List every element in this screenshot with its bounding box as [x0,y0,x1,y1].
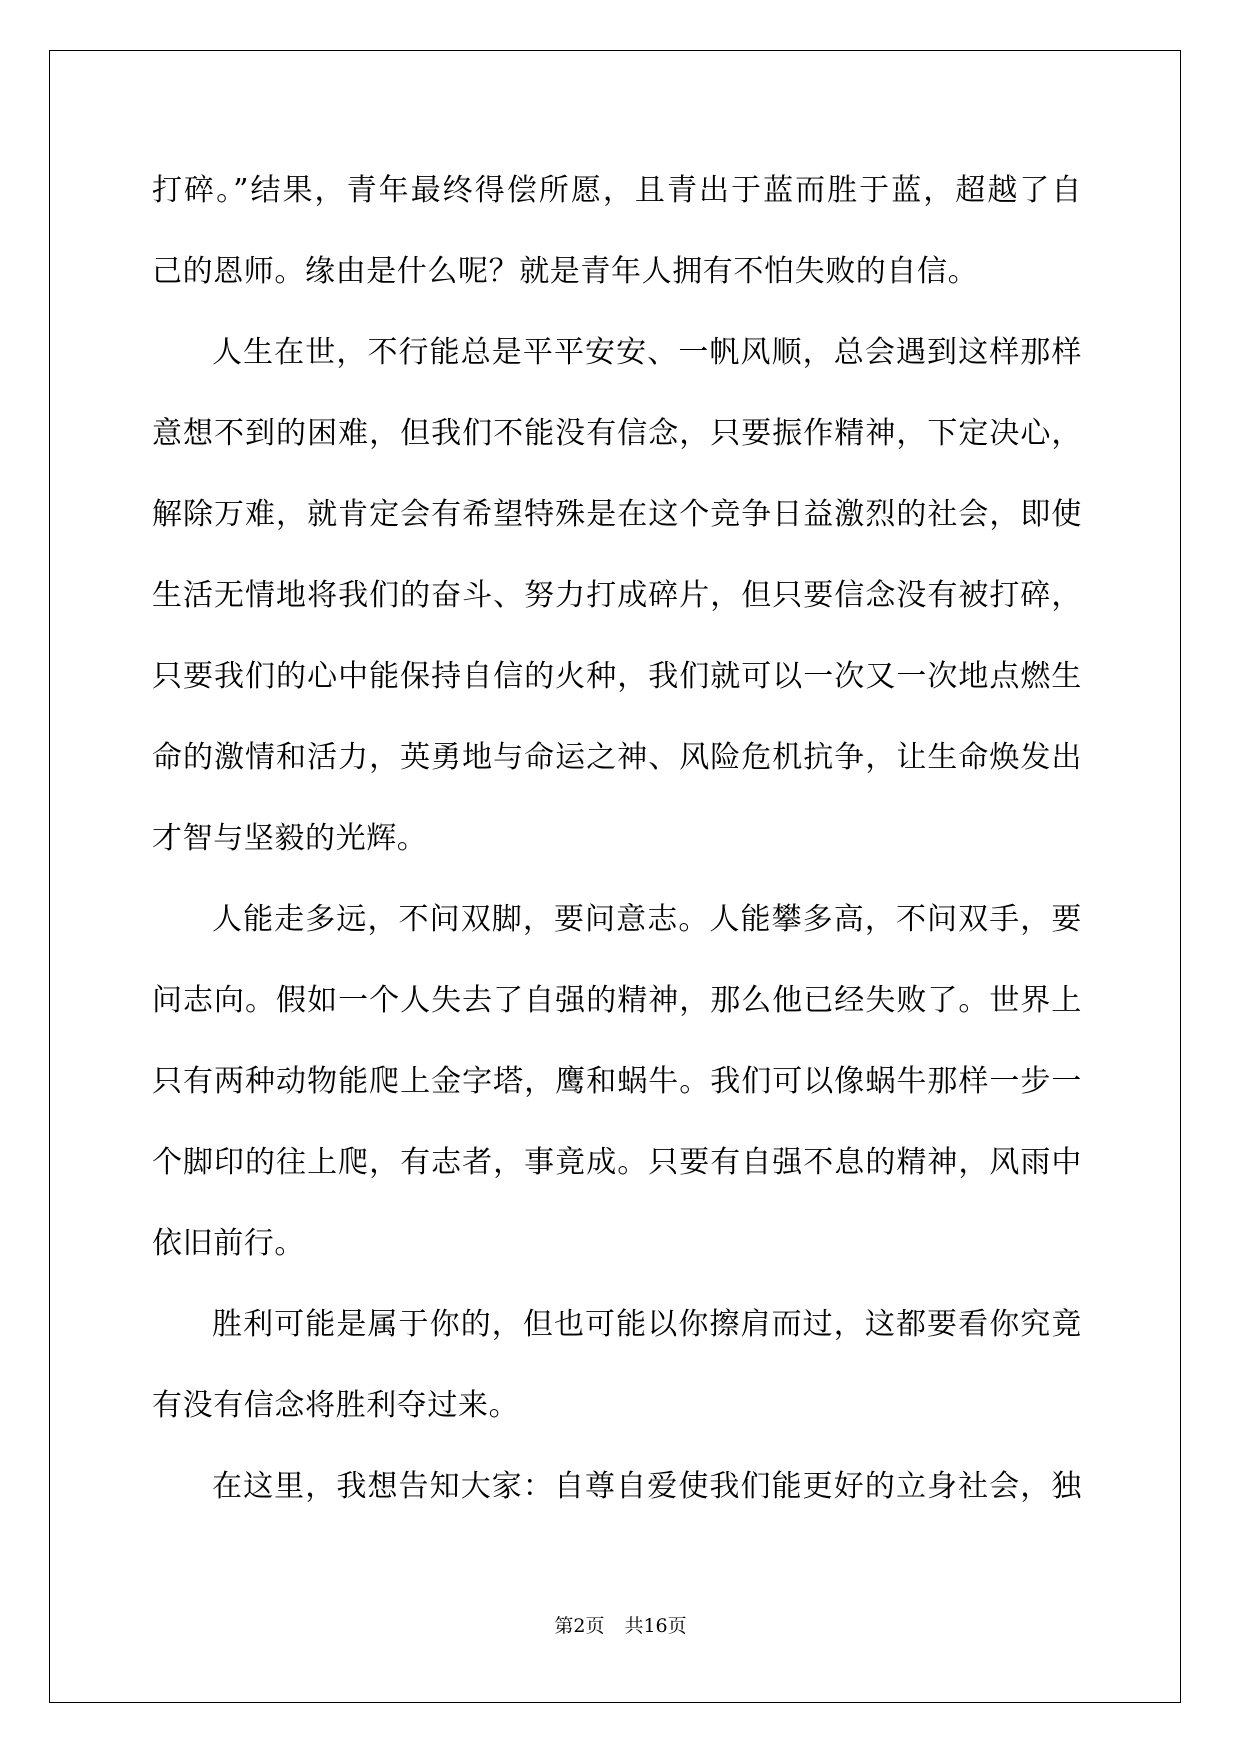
text-line: 个脚印的往上爬，有志者，事竟成。只要有自强不息的精神，风雨中 [152,1145,1082,1180]
text-line: 己的恩师。缘由是什么呢？就是青年人拥有不怕失败的自信。 [152,254,979,289]
text-line: 生活无情地将我们的奋斗、努力打成碎片，但只要信念没有被打碎， [152,578,1082,613]
text-line: 只要我们的心中能保持自信的火种，我们就可以一次又一次地点燃生 [152,659,1082,694]
page-footer [0,1614,1241,1638]
text-line: 在这里，我想告知大家：自尊自爱使我们能更好的立身社会，独 [212,1469,1082,1504]
text-line: 胜利可能是属于你的，但也可能以你擦肩而过，这都要看你究竟 [212,1307,1082,1342]
text-line: 只有两种动物能爬上金字塔，鹰和蜗牛。我们可以像蜗牛那样一步一 [152,1064,1082,1099]
text-line: 打碎。”结果，青年最终得偿所愿，且青出于蓝而胜于蓝，超越了自 [152,173,1082,208]
text-line: 人能走多远，不问双脚，要问意志。人能攀多高，不问双手，要 [212,902,1082,937]
text-line: 问志向。假如一个人失去了自强的精神，那么他已经失败了。世界上 [152,983,1082,1018]
text-line: 有没有信念将胜利夺过来。 [152,1388,520,1423]
text-line: 意想不到的困难，但我们不能没有信念，只要振作精神，下定决心， [152,416,1082,451]
document-body [152,150,1082,1527]
text-line: 人生在世，不行能总是平平安安、一帆风顺，总会遇到这样那样 [212,335,1082,370]
text-line: 依旧前行。 [152,1226,305,1261]
page-number-current: 第2页 [554,1615,605,1637]
text-line: 命的激情和活力，英勇地与命运之神、风险危机抗争，让生命焕发出 [152,740,1082,775]
text-line: 解除万难，就肯定会有希望特殊是在这个竞争日益激烈的社会，即使 [152,497,1082,532]
page-number-total: 共16页 [624,1615,687,1637]
text-line: 才智与坚毅的光辉。 [152,821,428,856]
